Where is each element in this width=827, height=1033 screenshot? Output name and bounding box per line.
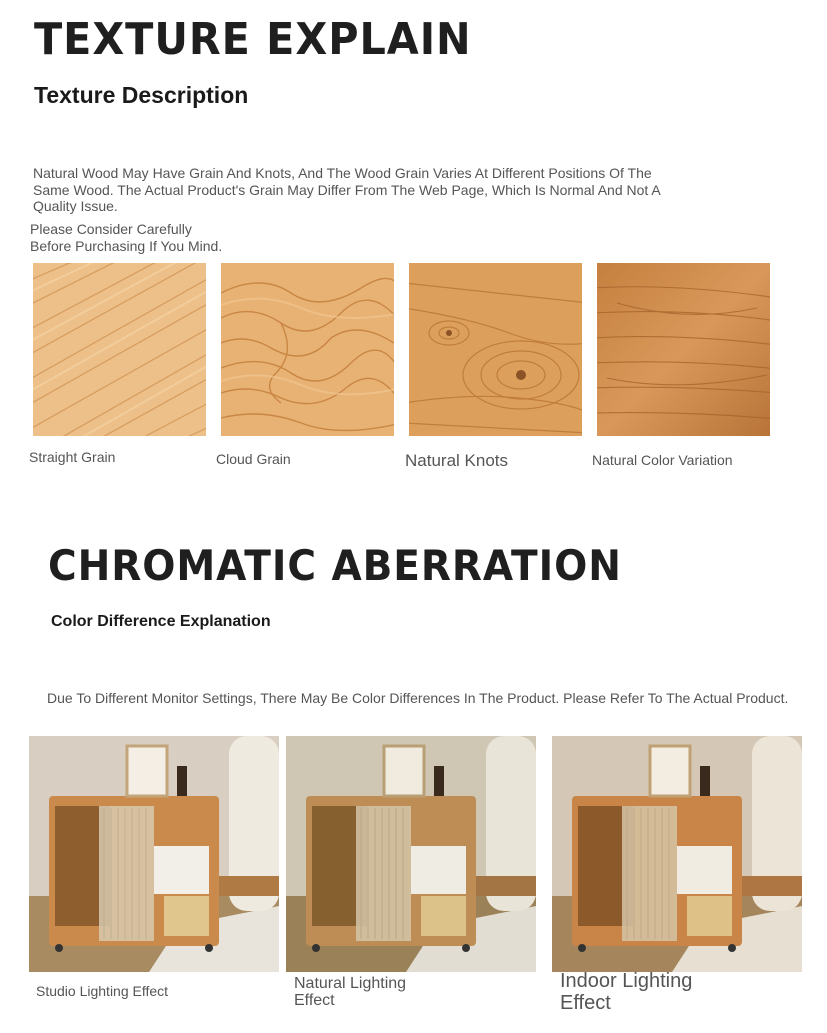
chromatic-subheading: Color Difference Explanation	[51, 613, 271, 630]
photo-label-indoor-lighting-line1: Indoor Lighting	[560, 970, 693, 992]
swatch-label-natural-color-variation: Natural Color Variation	[592, 452, 733, 468]
wood-swatch-natural-knots	[409, 263, 582, 436]
photo-indoor-lighting	[552, 736, 802, 972]
texture-note-line2: Before Purchasing If You Mind.	[30, 238, 223, 254]
photo-label-studio-lighting: Studio Lighting Effect	[36, 983, 169, 999]
swatch-label-cloud-grain: Cloud Grain	[216, 451, 291, 467]
wood-swatch-cloud-grain	[221, 263, 394, 436]
photo-studio-lighting	[29, 736, 279, 972]
photo-label-indoor-lighting-line2: Effect	[560, 992, 611, 1014]
texture-heading: TEXTURE EXPLAIN	[34, 14, 472, 65]
photo-natural-lighting	[286, 736, 536, 972]
swatch-label-natural-knots: Natural Knots	[405, 451, 508, 470]
photo-label-natural-lighting-line1: Natural Lighting	[294, 975, 407, 992]
chromatic-paragraph: Due To Different Monitor Settings, There May Be Color Differences In The Product. Please Refer To The Actual Product.	[47, 690, 789, 706]
texture-note-line1: Please Consider Carefully	[30, 221, 192, 237]
wood-swatch-straight-grain	[33, 263, 206, 436]
photo-label-natural-lighting-line2: Effect	[294, 992, 335, 1009]
texture-subheading: Texture Description	[34, 82, 249, 108]
texture-paragraph: Natural Wood May Have Grain And Knots, And The Wood Grain Varies At Different Positions Of The Same Wood. The Actual Product's Grain May Differ From The Web Page, Which Is Normal And Not A Quality Issue.	[33, 165, 660, 214]
chromatic-heading: CHROMATIC ABERRATION	[48, 541, 622, 590]
wood-swatch-natural-color-variation	[597, 263, 770, 436]
swatch-label-straight-grain: Straight Grain	[29, 449, 116, 465]
